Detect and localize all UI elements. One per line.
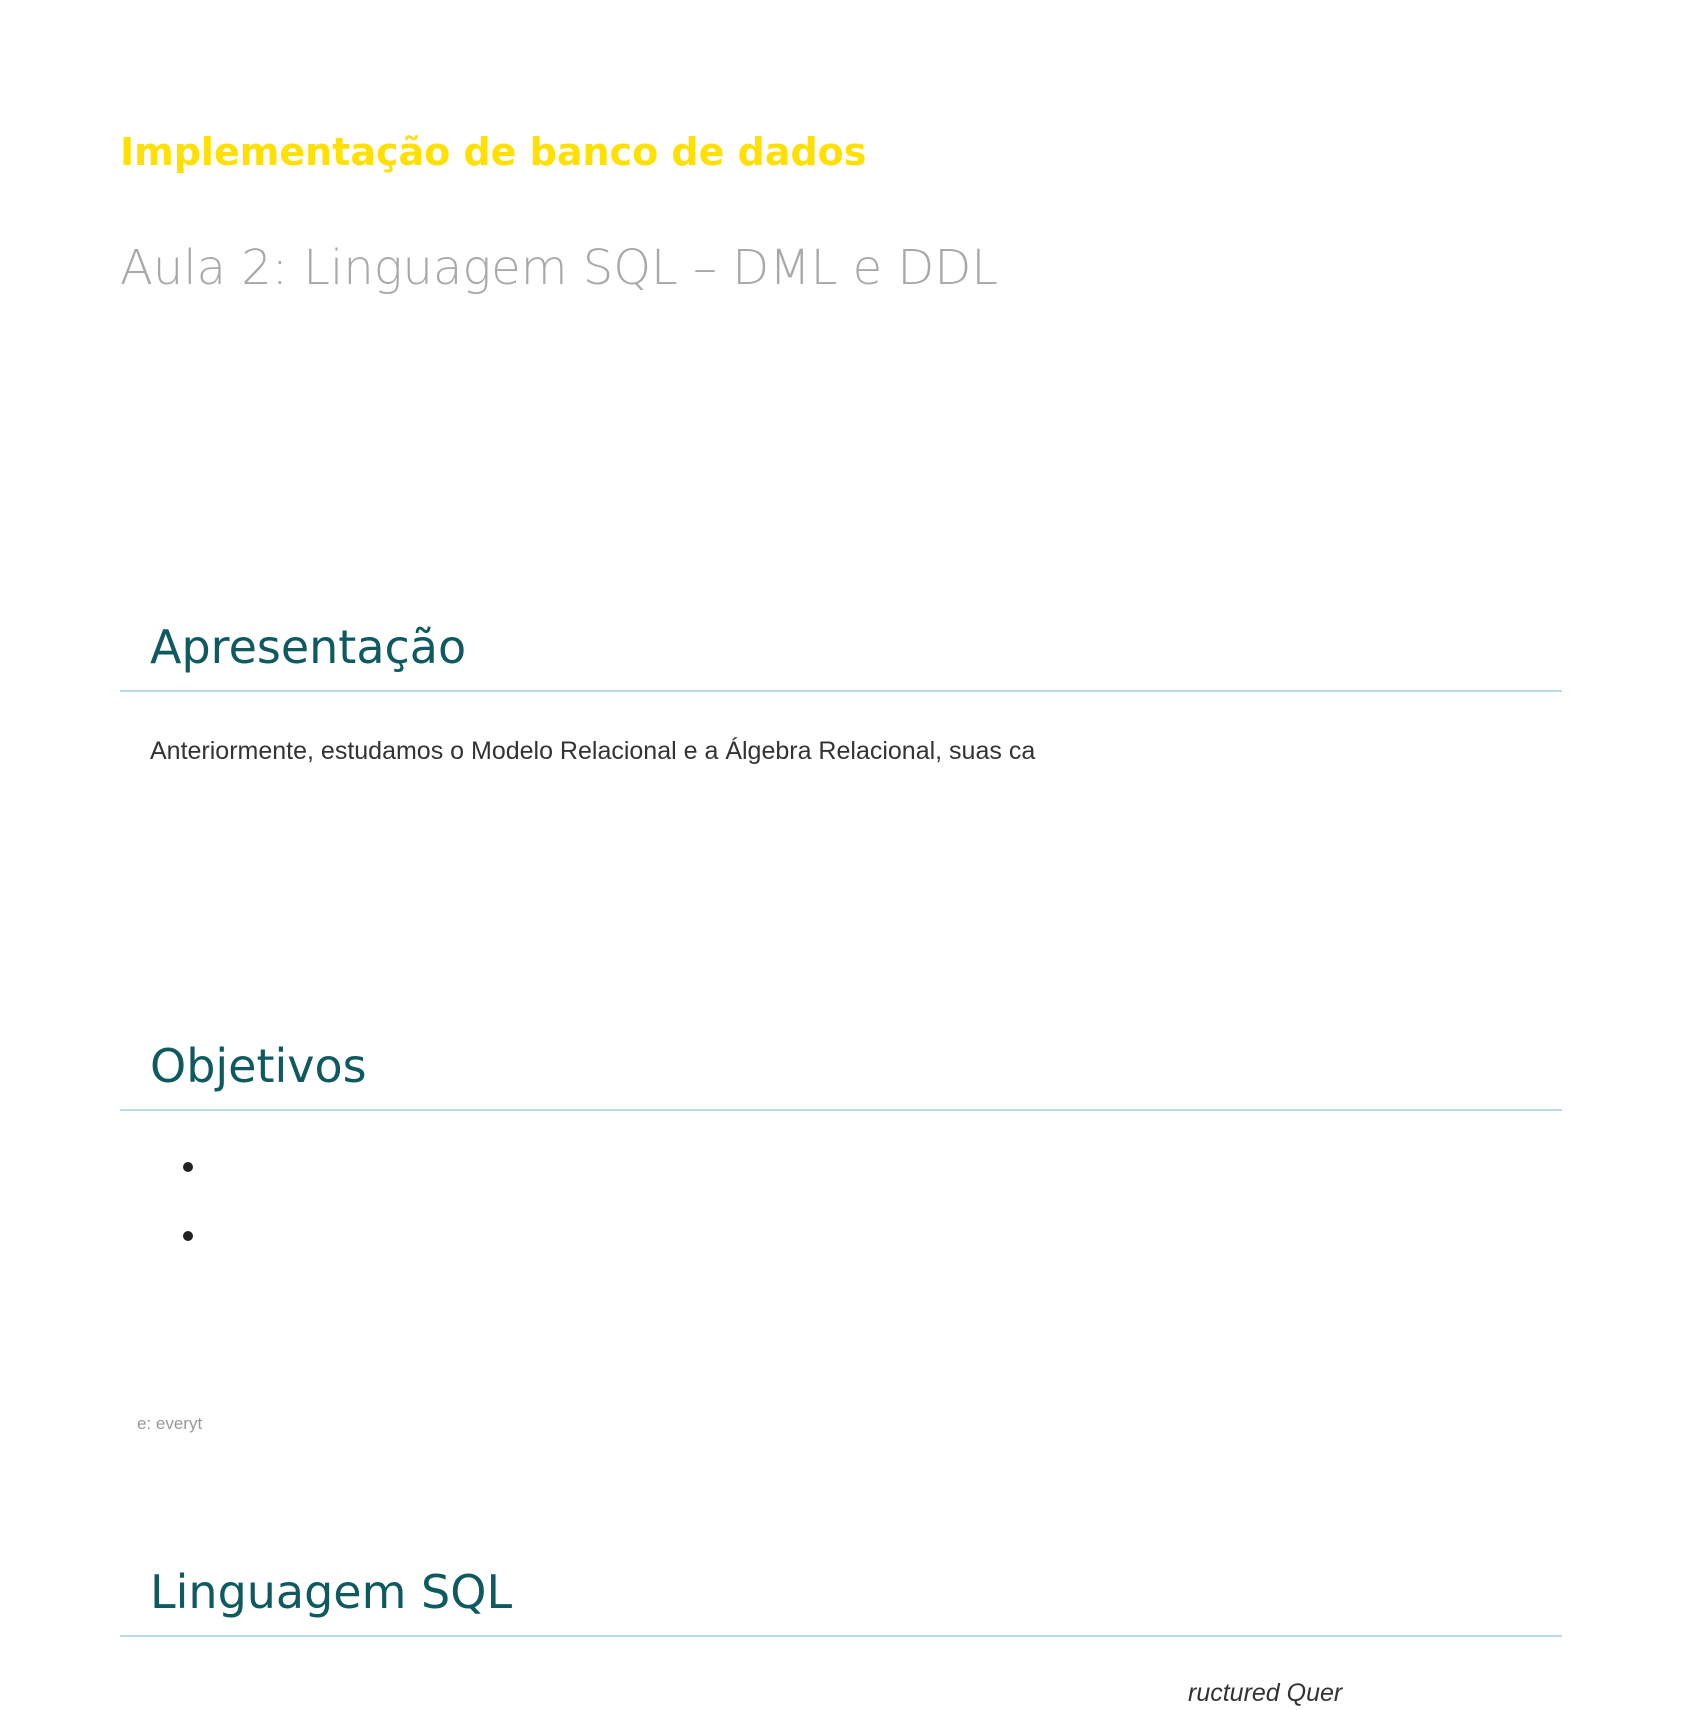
course-title: Implementação de banco de dados: [120, 130, 867, 174]
list-item-bullet: [183, 1162, 193, 1172]
list-item-bullet: [183, 1231, 193, 1241]
section-divider: [120, 1109, 1562, 1111]
section-title-objetivos: Objetivos: [150, 1039, 367, 1093]
lesson-title: Aula 2: Linguagem SQL – DML e DDL: [120, 240, 999, 296]
paragraph-apresentacao: Anteriormente, estudamos o Modelo Relacional e a Álgebra Relacional, suas ca: [150, 737, 1036, 765]
section-title-apresentacao: Apresentação: [150, 620, 467, 674]
section-title-linguagem-sql: Linguagem SQL: [150, 1565, 513, 1619]
section-divider: [120, 1635, 1562, 1637]
section-divider: [120, 690, 1562, 692]
paragraph-fragment: ructured Quer: [1188, 1679, 1343, 1707]
note-text: e: everyt: [137, 1414, 203, 1433]
